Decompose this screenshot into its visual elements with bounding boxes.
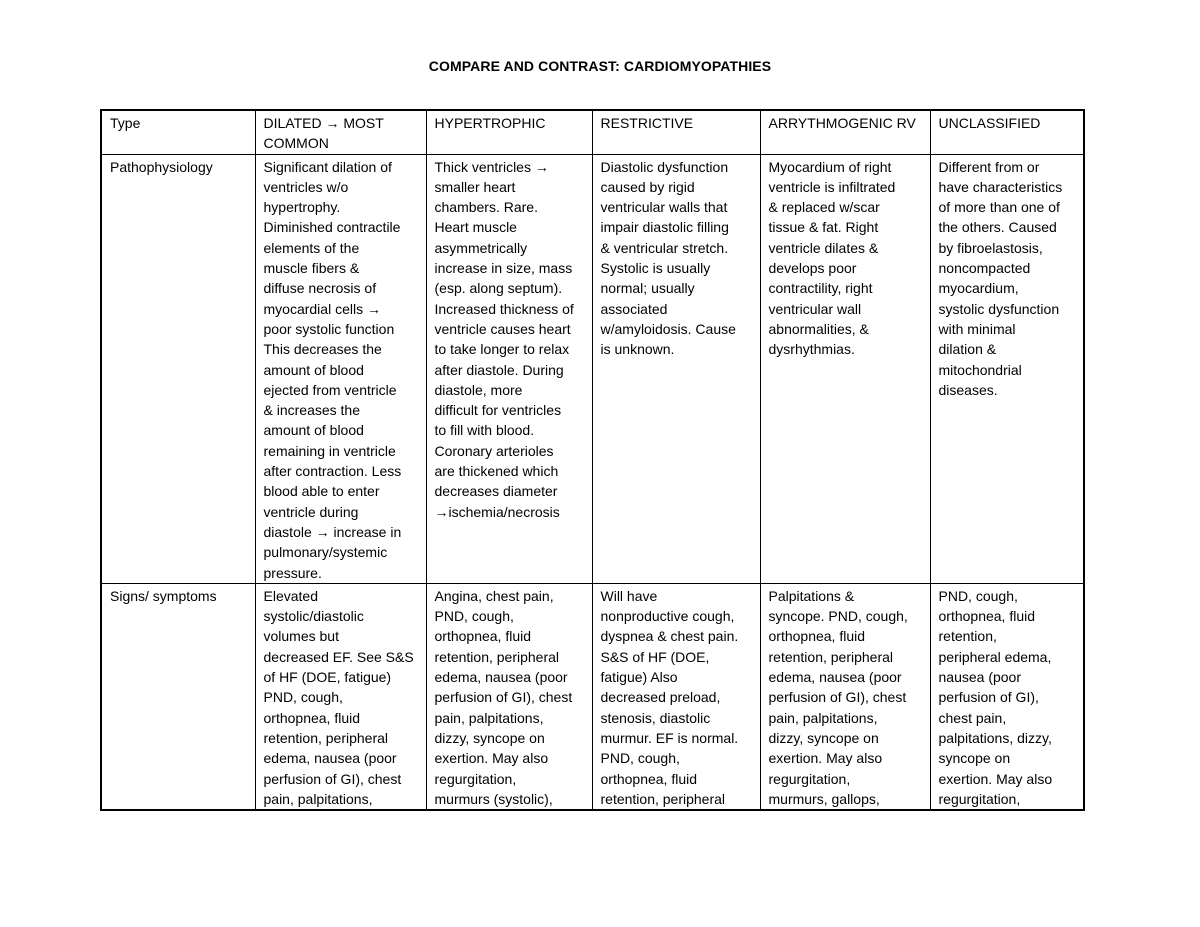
cell-pathophysiology-hypertrophic: Thick ventricles → smaller heart chambers. Rare. Heart muscle asymmetrically increase in size, mass (esp. along septum). Increased thickness of ventricle causes heart to take longer to relax after diastole. During diastole, more difficult for ventricles to fill with blood. Coronary arterioles are thickened which decreases diameter →ischemia/necrosis <box>426 154 592 583</box>
cell-signs-dilated: Elevated systolic/diastolic volumes but decreased EF. See S&S of HF (DOE, fatigue) PND, cough, orthopnea, fluid retention, peripheral edema, nausea (poor perfusion of GI), chest pain, palpitations, <box>255 583 426 810</box>
cell-signs-hypertrophic: Angina, chest pain, PND, cough, orthopnea, fluid retention, peripheral edema, nausea (poor perfusion of GI), chest pain, palpitations, dizzy, syncope on exertion. May also regurgitation, murmurs (systolic), <box>426 583 592 810</box>
cardiomyopathy-comparison-table <box>100 109 1085 811</box>
header-cell-type: Type <box>101 110 255 154</box>
header-cell-restrictive: RESTRICTIVE <box>592 110 760 154</box>
row-label-signs-symptoms: Signs/ symptoms <box>101 583 255 810</box>
cell-signs-unclassified: PND, cough, orthopnea, fluid retention, peripheral edema, nausea (poor perfusion of GI), chest pain, palpitations, dizzy, syncope on exertion. May also regurgitation, <box>930 583 1084 810</box>
header-cell-arrythmogenic-rv: ARRYTHMOGENIC RV <box>760 110 930 154</box>
page-title: COMPARE AND CONTRAST: CARDIOMYOPATHIES <box>428 58 772 74</box>
cell-signs-arrythmogenic-rv: Palpitations & syncope. PND, cough, orthopnea, fluid retention, peripheral edema, nausea (poor perfusion of GI), chest pain, palpitations, dizzy, syncope on exertion. May also regurgitation, murmurs, gallops, <box>760 583 930 810</box>
header-cell-unclassified: UNCLASSIFIED <box>930 110 1084 154</box>
cell-pathophysiology-arrythmogenic-rv: Myocardium of right ventricle is infiltrated & replaced w/scar tissue & fat. Right ventricle dilates & develops poor contractility, right ventricular wall abnormalities, & dysrhythmias. <box>760 154 930 583</box>
header-cell-hypertrophic: HYPERTROPHIC <box>426 110 592 154</box>
table-row-pathophysiology <box>101 154 1084 583</box>
cell-signs-restrictive: Will have nonproductive cough, dyspnea & chest pain. S&S of HF (DOE, fatigue) Also decreased preload, stenosis, diastolic murmur. EF is normal. PND, cough, orthopnea, fluid retention, peripheral <box>592 583 760 810</box>
cell-pathophysiology-restrictive: Diastolic dysfunction caused by rigid ventricular walls that impair diastolic filling & ventricular stretch. Systolic is usually normal; usually associated w/amyloidosis. Cause is unknown. <box>592 154 760 583</box>
table-header-row <box>101 110 1084 154</box>
cell-pathophysiology-unclassified: Different from or have characteristics of more than one of the others. Caused by fibroelastosis, noncompacted myocardium, systolic dysfunction with minimal dilation & mitochondrial diseases. <box>930 154 1084 583</box>
cell-pathophysiology-dilated: Significant dilation of ventricles w/o hypertrophy. Diminished contractile elements of the muscle fibers & diffuse necrosis of myocardial cells → poor systolic function This decreases the amount of blood ejected from ventricle & increases the amount of blood remaining in ventricle after contraction. Less blood able to enter ventricle during diastole → increase in pulmonary/systemic pressure. <box>255 154 426 583</box>
row-label-pathophysiology: Pathophysiology <box>101 154 255 583</box>
table-row-signs-symptoms <box>101 583 1084 810</box>
header-cell-dilated: DILATED → MOST COMMON <box>255 110 426 154</box>
